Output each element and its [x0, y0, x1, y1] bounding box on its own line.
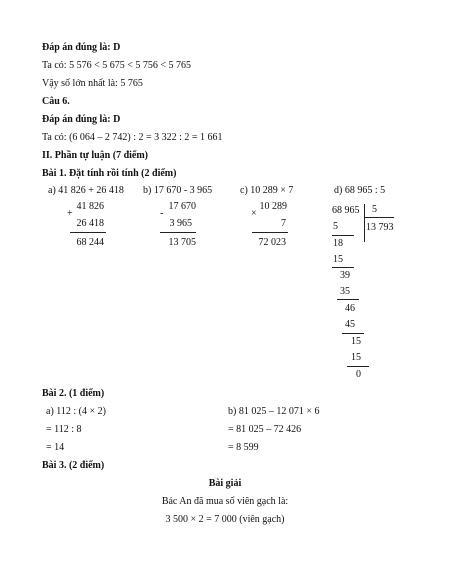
- subtrahend: 3 965: [169, 218, 192, 229]
- division-step: 15: [333, 254, 343, 265]
- solution-heading: Bài giải: [208, 478, 242, 489]
- division-step: 15: [351, 336, 361, 347]
- exercise-b-label: b) 17 670 - 3 965: [143, 185, 213, 196]
- product-line: [252, 232, 288, 233]
- divisor: 5: [372, 204, 377, 215]
- exercise-d-label: d) 68 965 : 5: [334, 185, 386, 196]
- division-horizontal-line: [364, 217, 394, 218]
- bai2-a-line3: = 14: [46, 442, 65, 453]
- division-step: 39: [340, 270, 350, 281]
- sum-result: 68 244: [76, 237, 104, 248]
- bai2-b-line1: b) 81 025 – 12 071 × 6: [228, 406, 320, 417]
- bai3-title: Bài 3. (2 điểm): [42, 460, 105, 471]
- question-6-label: Câu 6.: [42, 96, 70, 107]
- bai2-title: Bài 2. (1 điểm): [42, 388, 105, 399]
- exercise-c-label: c) 10 289 × 7: [240, 185, 294, 196]
- division-step: 15: [351, 352, 361, 363]
- division-step-line: [347, 366, 369, 367]
- division-step-line: [342, 333, 364, 334]
- difference-result: 13 705: [168, 237, 196, 248]
- bai1-title: Bài 1. Đặt tính rồi tính (2 điểm): [42, 168, 177, 179]
- answer-line-2: Vậy số lớn nhất là: 5 765: [42, 78, 143, 89]
- division-step: 0: [356, 369, 361, 380]
- plus-sign: +: [67, 208, 73, 219]
- quotient: 13 793: [366, 222, 394, 233]
- dividend: 68 965: [332, 205, 360, 216]
- division-step: 46: [345, 303, 355, 314]
- answer-title-2: Đáp án đúng là: D: [42, 114, 121, 125]
- addend-2: 26 418: [76, 218, 104, 229]
- division-step: 18: [333, 238, 343, 249]
- solution-line-1: Bác An đã mua số viên gạch là:: [161, 496, 289, 507]
- difference-line: [160, 232, 196, 233]
- part2-heading: II. Phần tự luận (7 điểm): [42, 150, 149, 161]
- division-vertical-line: [364, 204, 365, 242]
- solution-line-2: 3 500 × 2 = 7 000 (viên gạch): [165, 514, 285, 525]
- answer-title-1: Đáp án đúng là: D: [42, 42, 121, 53]
- minuend: 17 670: [168, 201, 196, 212]
- addend-1: 41 826: [76, 201, 104, 212]
- bai2-b-line2: = 81 025 – 72 426: [228, 424, 302, 435]
- multiplier: 7: [281, 218, 286, 229]
- division-step: 45: [345, 319, 355, 330]
- product-result: 72 023: [258, 237, 286, 248]
- minus-sign: -: [160, 208, 164, 219]
- answer-line-3: Ta có: (6 064 – 2 742) : 2 = 3 322 : 2 = 1 661: [42, 132, 223, 143]
- times-sign: ×: [251, 208, 257, 219]
- division-step: 5: [333, 221, 338, 232]
- bai2-a-line1: a) 112 : (4 × 2): [46, 406, 106, 417]
- multiplicand: 10 289: [259, 201, 287, 212]
- division-step: 35: [340, 286, 350, 297]
- division-step-line: [332, 235, 354, 236]
- division-step-line: [337, 299, 359, 300]
- answer-line-1: Ta có: 5 576 < 5 675 < 5 756 < 5 765: [42, 60, 191, 71]
- sum-line: [70, 232, 106, 233]
- division-step-line: [332, 267, 354, 268]
- bai2-a-line2: = 112 : 8: [46, 424, 82, 435]
- bai2-b-line3: = 8 599: [228, 442, 259, 453]
- exercise-a-label: a) 41 826 + 26 418: [48, 185, 124, 196]
